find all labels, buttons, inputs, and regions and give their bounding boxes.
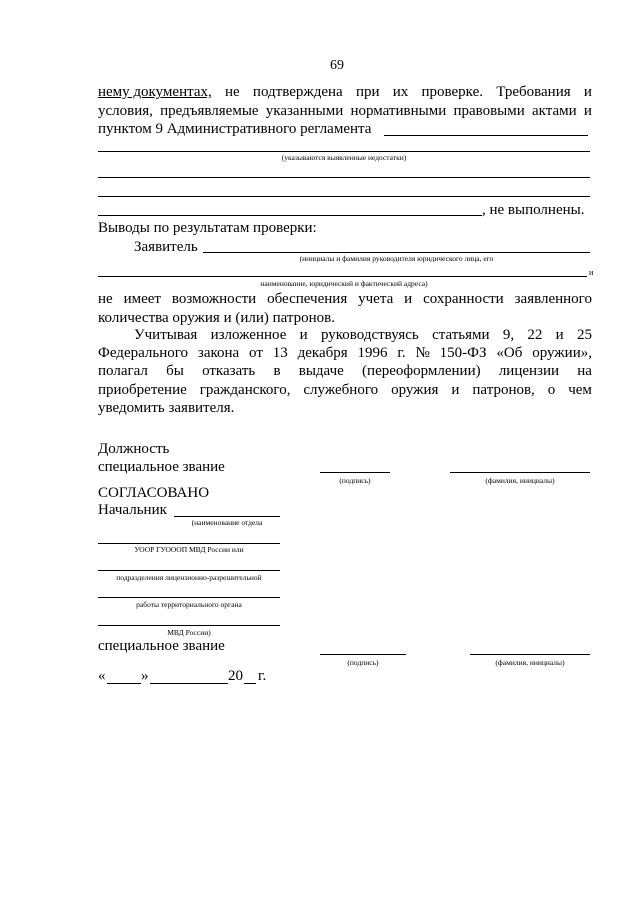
word: служебного — [303, 382, 379, 398]
word: заявленного — [514, 291, 592, 307]
word: 1996 — [357, 345, 388, 361]
caption-department-4: работы территориального органа — [136, 600, 242, 609]
word: имеет — [123, 291, 161, 307]
word: сохранности — [423, 291, 504, 307]
word: закона — [197, 345, 240, 361]
word: актами — [532, 103, 577, 119]
caption-signature: (подпись) — [339, 476, 371, 485]
position-label: Должность — [98, 441, 170, 457]
blank-line — [98, 196, 590, 197]
word: не — [98, 291, 113, 307]
para3-line3 — [98, 363, 592, 380]
word: выдаче — [298, 363, 344, 379]
name-line — [450, 472, 590, 473]
caption-address: наименование, юридический и фактический адреса) — [260, 279, 428, 288]
word: и — [555, 327, 564, 343]
blank-line — [98, 625, 280, 626]
and-letter: и — [589, 268, 594, 277]
para2-line2: количества оружия и (или) патронов. — [98, 310, 336, 326]
page-number: 69 — [330, 58, 344, 73]
blank-line — [98, 543, 280, 544]
word: подтверждена — [252, 84, 343, 100]
caption-applicant: (инициалы и фамилия руководителя юридического лица, его — [299, 254, 494, 263]
word: на — [577, 363, 592, 379]
word: полагал — [98, 363, 148, 379]
date-year-prefix: 20 — [228, 668, 243, 684]
word: не — [225, 84, 240, 100]
word: изложенное — [210, 327, 287, 343]
applicant-label: Заявитель — [134, 239, 198, 255]
blank-line — [174, 516, 280, 517]
signature-line — [320, 654, 406, 655]
blank-line — [98, 215, 482, 216]
name-line — [470, 654, 590, 655]
word: при — [355, 84, 380, 100]
word: г. — [397, 345, 406, 361]
word: руководствуясь — [320, 327, 419, 343]
blank-line — [203, 252, 590, 253]
word: проверке. — [421, 84, 484, 100]
word: оружия — [391, 382, 439, 398]
word: оружии», — [532, 345, 592, 361]
para1-line3: пунктом 9 Административного регламента — [98, 121, 372, 137]
word: декабря — [297, 345, 348, 361]
word: «Об — [496, 345, 523, 361]
word: и — [583, 84, 592, 100]
word: условия, — [98, 103, 153, 119]
date-day-line — [107, 683, 141, 684]
word: учета — [358, 291, 394, 307]
word: 13 — [272, 345, 288, 361]
word: о — [547, 382, 556, 398]
blank-line — [98, 570, 280, 571]
word: Учитывая — [134, 327, 198, 343]
agreed-label: СОГЛАСОВАНО — [98, 485, 210, 501]
word: бы — [166, 363, 184, 379]
word: в — [273, 363, 281, 379]
caption-department-3: подразделения лицензионно-разрешительной — [116, 573, 262, 582]
word: предъявляемые — [160, 103, 259, 119]
blank-line — [98, 597, 280, 598]
word: (переоформлении) — [362, 363, 481, 379]
blank-line — [98, 276, 587, 277]
date-month-line — [150, 683, 228, 684]
blank-line — [384, 135, 588, 136]
caption-department-5: МВД России) — [167, 628, 211, 637]
word: и — [299, 327, 308, 343]
date-close-quote: » — [141, 668, 149, 684]
not-fulfilled-text: , не выполнены. — [482, 202, 585, 218]
word: патронов, — [472, 382, 535, 398]
word: приобретение — [98, 382, 187, 398]
word: Требования — [496, 84, 571, 100]
date-suffix: г. — [258, 668, 267, 684]
word: нормативными — [350, 103, 447, 119]
word: 150-ФЗ — [439, 345, 487, 361]
word: их — [392, 84, 409, 100]
word: Федерального — [98, 345, 189, 361]
word: гражданского, — [199, 382, 291, 398]
word: обеспечения — [267, 291, 348, 307]
para3-line4 — [98, 382, 592, 399]
word: правовыми — [453, 103, 525, 119]
word: № — [415, 345, 430, 361]
caption-department-2: УООР ГУОООП МВД России или — [134, 545, 244, 554]
para3-line2 — [98, 345, 592, 362]
word: 22 — [527, 327, 543, 343]
para1-line1 — [98, 84, 592, 101]
signature-line — [320, 472, 390, 473]
word: указанными — [265, 103, 344, 119]
rank-label: специальное звание — [98, 459, 225, 475]
para1-underlined-text: нему документах, — [98, 84, 212, 100]
word: возможности — [171, 291, 257, 307]
caption-name-2: (фамилия, инициалы) — [495, 658, 565, 667]
word: и — [583, 103, 592, 119]
blank-line — [98, 151, 590, 152]
caption-signature-2: (подпись) — [347, 658, 379, 667]
date-year-line — [244, 683, 256, 684]
word: 9, — [502, 327, 515, 343]
word: статьями — [432, 327, 490, 343]
caption-deficiencies: (указываются выявленные недостатки) — [281, 153, 407, 162]
para3-line5: уведомить заявителя. — [98, 400, 235, 416]
para2-line1 — [98, 291, 592, 308]
word: лицензии — [498, 363, 560, 379]
date-open-quote: « — [98, 668, 106, 684]
caption-name: (фамилия, инициалы) — [485, 476, 555, 485]
conclusions-heading: Выводы по результатам проверки: — [98, 220, 317, 236]
caption-department: (наименование отдела — [191, 518, 263, 527]
word: чем — [568, 382, 592, 398]
rank-label-2: специальное звание — [98, 638, 225, 654]
word: и — [451, 382, 460, 398]
word: отказать — [202, 363, 256, 379]
word: от — [249, 345, 263, 361]
chief-label: Начальник — [98, 502, 167, 518]
para3-line1 — [134, 327, 592, 344]
word: 25 — [576, 327, 592, 343]
para1-line2 — [98, 103, 592, 120]
blank-line — [98, 177, 590, 178]
word: и — [404, 291, 413, 307]
